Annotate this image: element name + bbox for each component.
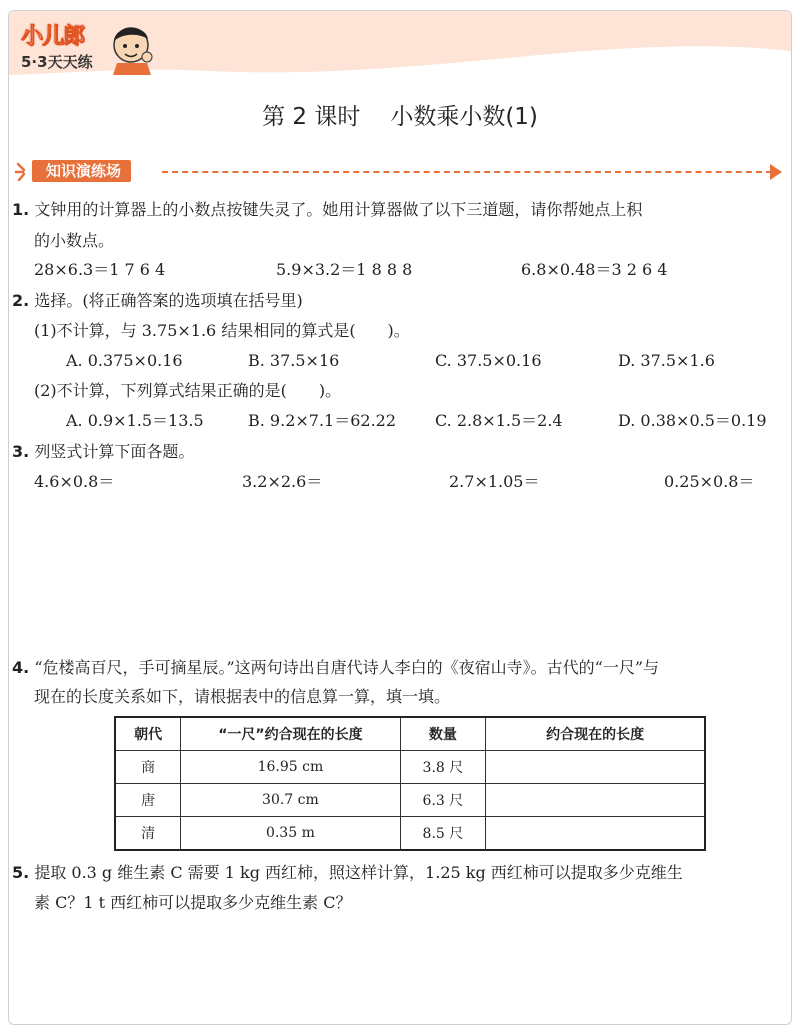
q2-sub1-option: B. 37.5×16 [248,351,340,370]
q1-item: 28×6.3＝1 7 6 4 [34,260,166,279]
quantity-cell: 3.8 尺 [400,751,486,784]
q5-line1: 5. 提取 0.3 g 维生素 C 需要 1 kg 西红柿，照这样计算，1.25 kg 西红柿可以提取多少克维生 [12,863,683,882]
q2-sub2-prompt: (2)不计算，下列算式结果正确的是( )。 [34,381,342,400]
q2-sub1-option: A. 0.375×0.16 [66,351,183,370]
q2-sub2-option: D. 0.38×0.5＝0.19 [618,411,767,430]
table-header: 朝代 [115,717,181,751]
table-row [115,751,705,784]
q4-line1: 4. “危楼高百尺，手可摘星辰。”这两句诗出自唐代诗人李白的《夜宿山寺》。古代的“一尺”与 [12,658,660,677]
q3-item: 2.7×1.05＝ [449,472,540,491]
lesson-number: 第 2 课时 [262,104,361,130]
table-header: 约合现在的长度 [486,717,705,751]
q5-line2: 素 C？1 t 西红柿可以提取多少克维生素 C？ [34,893,352,912]
page-title [0,98,800,131]
chi-length-cell: 30.7 cm [181,784,400,817]
header-band [9,11,791,75]
q3-stem: 3. 列竖式计算下面各题。 [12,442,195,461]
q2-sub1-option: D. 37.5×1.6 [618,351,715,370]
dynasty-cell: 唐 [115,784,181,817]
q2-sub2-option: A. 0.9×1.5＝13.5 [66,411,204,430]
q1-line1: 1. 文钟用的计算器上的小数点按键失灵了。她用计算器做了以下三道题，请你帮她点上积 [12,200,643,219]
q5-number: 5. [12,863,30,882]
boy-mascot-icon [109,21,157,75]
table-header: “一尺”约合现在的长度 [181,717,400,751]
q2-sub2-option: C. 2.8×1.5＝2.4 [435,411,563,430]
dynasty-length-table [114,716,706,851]
q4-line2: 现在的长度关系如下，请根据表中的信息算一算，填一填。 [34,687,451,706]
arrow-right-icon [770,164,782,180]
dynasty-cell: 商 [115,751,181,784]
q1-number: 1. [12,200,30,219]
brand-series: 5·3天天练 [21,53,93,71]
quantity-cell: 8.5 尺 [400,817,486,851]
brand-logo: 小儿郎 [21,24,85,49]
q1-item: 6.8×0.48＝3 2 6 4 [521,260,668,279]
section-label: 知识演练场 [32,160,131,182]
q2-stem: 2. 选择。(将正确答案的选项填在括号里) [12,291,303,310]
q2-sub1-option: C. 37.5×0.16 [435,351,542,370]
section-bar [14,158,782,186]
q3-item: 3.2×2.6＝ [242,472,323,491]
answer-cell[interactable] [486,751,705,784]
chi-length-cell: 16.95 cm [181,751,400,784]
lesson-topic: 小数乘小数(1) [390,104,538,130]
q4-number: 4. [12,658,30,677]
q2-sub2-option: B. 9.2×7.1＝62.22 [248,411,397,430]
chi-length-cell: 0.35 m [181,817,400,851]
q2-number: 2. [12,291,30,310]
q3-item: 0.25×0.8＝ [664,472,755,491]
table-row [115,817,705,851]
answer-cell[interactable] [486,817,705,851]
table-header-row [115,717,705,751]
section-dashed-line [162,171,772,173]
q3-item: 4.6×0.8＝ [34,472,115,491]
q1-item: 5.9×3.2＝1 8 8 8 [276,260,413,279]
q3-number: 3. [12,442,30,461]
answer-cell[interactable] [486,784,705,817]
q2-sub1-prompt: (1)不计算，与 3.75×1.6 结果相同的算式是( )。 [34,321,410,340]
dynasty-cell: 清 [115,817,181,851]
q1-line2: 的小数点。 [34,231,115,250]
quantity-cell: 6.3 尺 [400,784,486,817]
table-header: 数量 [400,717,486,751]
table-row [115,784,705,817]
